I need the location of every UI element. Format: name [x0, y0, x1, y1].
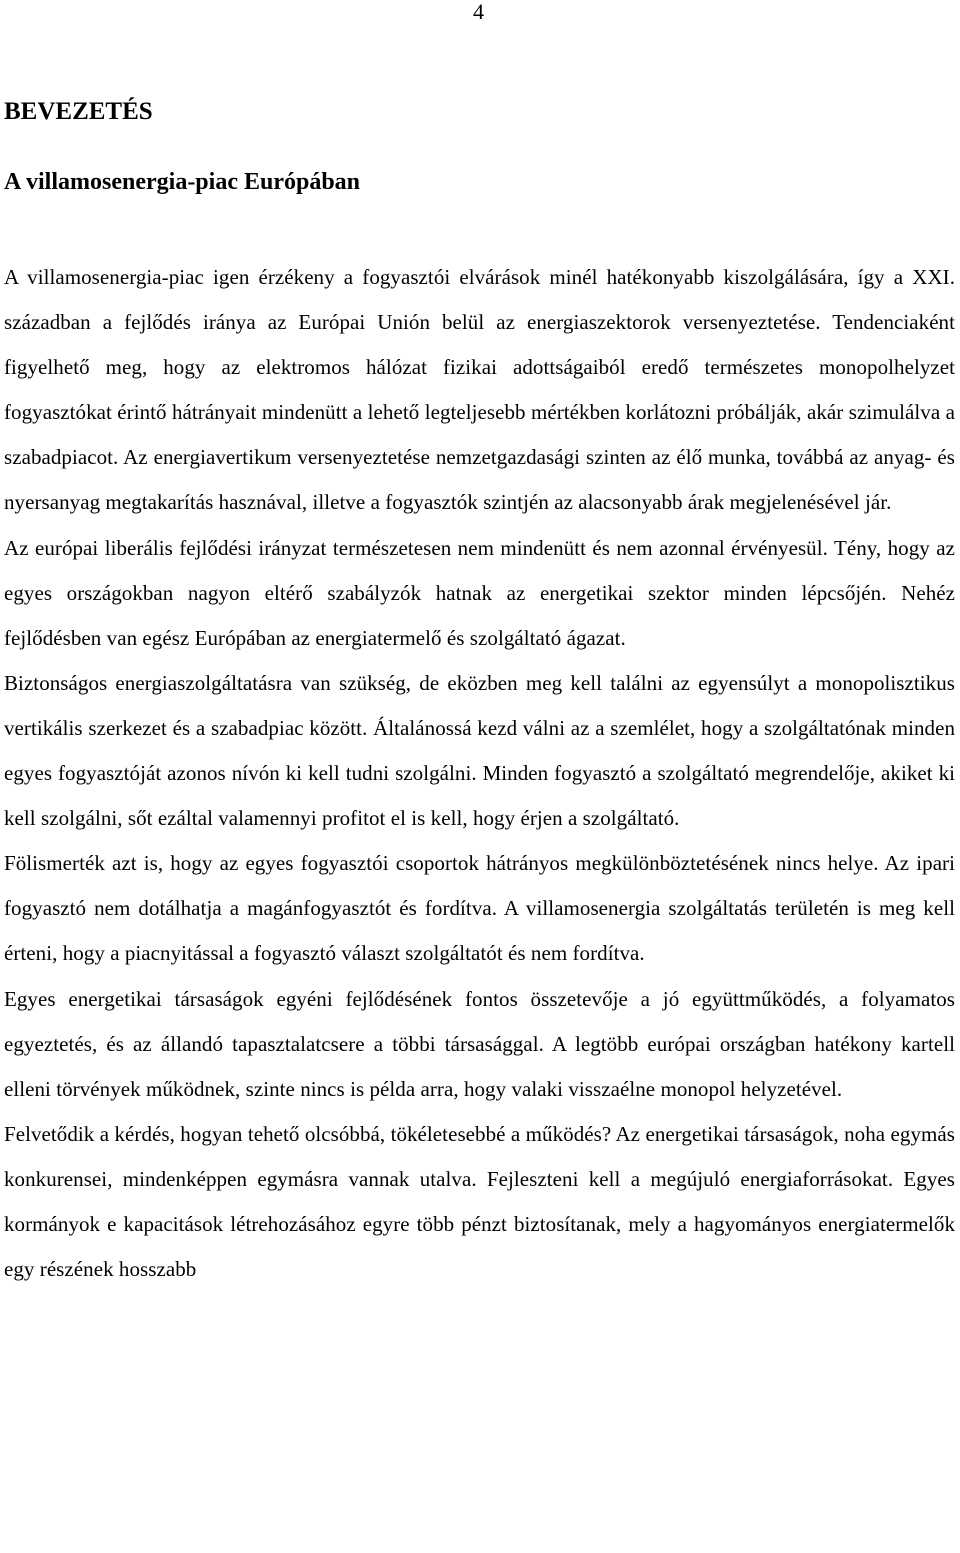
paragraph: A villamosenergia-piac igen érzékeny a fogyasztói elvárások minél hatékonyabb kiszolgálására, így a XXI. században a fejlődés iránya az Európai Unión belül az energiaszektorok versenyeztetése. Tendenciaként figyelhető meg, hogy az elektromos hálózat fizikai adottságaiból eredő természetes monopolhelyzet fogyasztókat érintő hátrányait mindenütt a lehető legteljesebb mértékben korlátozni próbálják, akár szimulálva a szabadpiacot. Az energiavertikum versenyeztetése nemzetgazdasági szinten az élő munka, továbbá az anyag- és nyersanyag megtakarítás hasznával, illetve a fogyasztók szintjén az alacsonyabb árak megjelenésével jár.: [4, 265, 955, 515]
body-text: [4, 255, 955, 1292]
page-number: 4: [473, 0, 484, 24]
paragraph: Felvetődik a kérdés, hogyan tehető olcsóbbá, tökéletesebbé a működés? Az energetikai társaságok, noha egymás konkurensei, mindenképpen egymásra vannak utalva. Fejleszteni kell a megújuló energiaforrásokat. Egyes kormányok e kapacitások létrehozásához egyre több pénzt biztosítanak, mely a hagyományos energiatermelők egy részének hosszabb: [4, 1121, 955, 1282]
section-title: A villamosenergia-piac Európában: [4, 169, 361, 195]
paragraph: Biztonságos energiaszolgáltatásra van szükség, de eközben meg kell találni az egyensúlyt a monopolisztikus vertikális szerkezet és a szabadpiac között. Általánossá kezd válni az a szemlélet, hogy a szolgáltatónak minden egyes fogyasztóját azonos nívón ki kell tudni szolgálni. Minden fogyasztó a szolgáltató megrendelője, akiket ki kell szolgálni, sőt ezáltal valamennyi profitot el is kell, hogy érjen a szolgáltató.: [4, 670, 955, 831]
paragraph: Egyes energetikai társaságok egyéni fejlődésének fontos összetevője a jó együttműködés, a folyamatos egyeztetés, és az állandó tapasztalatcsere a többi társasággal. A legtöbb európai országban hatékony kartell elleni törvények működnek, szinte nincs is példa arra, hogy valaki visszaélne monopol helyzetével.: [4, 986, 955, 1101]
paragraph: Az európai liberális fejlődési irányzat természetesen nem mindenütt és nem azonnal érvényesül. Tény, hogy az egyes országokban nagyon eltérő szabályzók hatnak az energetikai szektor minden lépcsőjén. Nehéz fejlődésben van egész Európában az energiatermelő és szolgáltató ágazat.: [4, 535, 955, 650]
paragraph: Fölismerték azt is, hogy az egyes fogyasztói csoportok hátrányos megkülönböztetésének nincs helye. Az ipari fogyasztó nem dotálhatja a magánfogyasztót és fordítva. A villamosenergia szolgáltatás területén is meg kell érteni, hogy a piacnyitással a fogyasztó választ szolgáltatót és nem fordítva.: [4, 851, 955, 966]
page-title: BEVEZETÉS: [4, 98, 153, 125]
